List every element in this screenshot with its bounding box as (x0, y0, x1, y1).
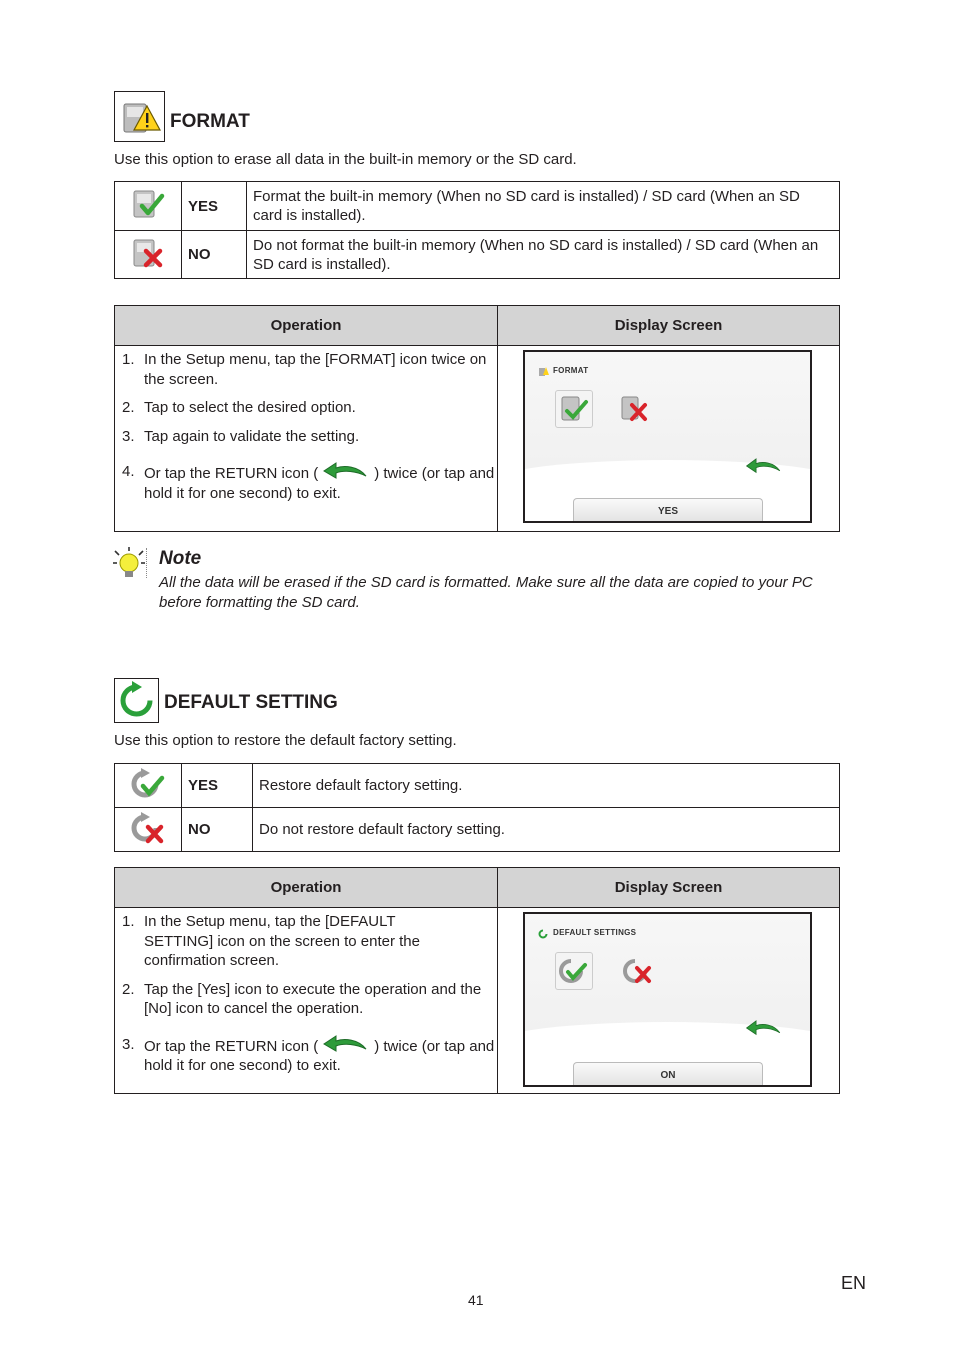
display-screen-header: Display Screen (498, 868, 840, 908)
list-item: 2. Tap to select the desired option. (122, 399, 356, 416)
list-item: 3. Tap again to validate the setting. (122, 427, 360, 445)
table-row (115, 808, 840, 852)
refresh-icon (115, 679, 158, 722)
note-divider (146, 548, 148, 578)
format-options-table (114, 181, 840, 279)
table-row (115, 764, 840, 808)
return-icon (322, 1035, 370, 1053)
default-section-icon (114, 678, 159, 723)
language-label: EN (841, 1273, 867, 1293)
list-item: 4. Or tap the RETURN icon ( ) twice (or tap and hold it for one second) to exit. (122, 463, 495, 502)
default-yes-label: YES (182, 764, 253, 808)
return-icon[interactable] (745, 456, 783, 476)
memory-check-icon (130, 188, 166, 220)
screen-yes-button[interactable] (555, 952, 593, 990)
format-steps (116, 350, 496, 503)
operation-header: Operation (115, 306, 498, 346)
operation-header: Operation (115, 868, 498, 908)
list-item: 3. Or tap the RETURN icon ( ) twice (or tap and hold it for one second) to exit. (122, 1035, 495, 1074)
format-section-icon (114, 91, 165, 142)
screen-title: FORMAT (553, 366, 589, 375)
screen-no-button[interactable] (618, 392, 652, 426)
note-text: All the data will be erased if the SD card is formatted. Make sure all the data are copied to your PC before formatting the SD card. (159, 574, 813, 611)
default-title: DEFAULT SETTING (164, 692, 338, 713)
default-no-desc: Do not restore default factory setting. (253, 808, 840, 852)
default-steps (116, 912, 496, 1076)
default-display-screen (523, 912, 812, 1087)
memory-cross-icon (618, 392, 652, 426)
format-display-screen (523, 350, 812, 523)
default-options-table (114, 763, 840, 852)
lightbulb-icon (112, 546, 148, 582)
return-icon (322, 462, 370, 480)
format-yes-label: YES (182, 182, 247, 231)
list-item: 2. Tap the [Yes] icon to execute the operation and the [No] icon to cancel the operation. (122, 980, 482, 1017)
refresh-check-icon (129, 767, 167, 801)
note-title: Note (159, 548, 202, 569)
screen-no-button[interactable] (621, 954, 655, 988)
display-screen-header: Display Screen (498, 306, 840, 346)
list-item: 1. In the Setup menu, tap the [DEFAULT SETTING] icon on the screen to enter the confirmation screen. (122, 913, 420, 969)
table-row (115, 182, 840, 231)
list-item: 1. In the Setup menu, tap the [FORMAT] icon twice on the screen. (122, 351, 487, 388)
screen-title: DEFAULT SETTINGS (553, 928, 637, 937)
memory-warning-icon (115, 92, 164, 141)
screen-bottom-button[interactable]: ON (573, 1062, 763, 1085)
format-intro: Use this option to erase all data in the built-in memory or the SD card. (114, 151, 577, 168)
format-no-desc: Do not format the built-in memory (When no SD card is installed) / SD card (When an SD card is installed). (247, 231, 840, 279)
refresh-cross-icon (621, 954, 655, 988)
format-title: FORMAT (170, 111, 250, 132)
format-no-label: NO (182, 231, 247, 279)
format-small-icon (539, 367, 549, 376)
refresh-check-icon (556, 953, 592, 989)
refresh-small-icon (538, 929, 548, 939)
format-yes-desc: Format the built-in memory (When no SD card is installed) / SD card (When an SD card is installed). (247, 182, 840, 231)
return-icon[interactable] (745, 1018, 783, 1038)
page-number: 41 (468, 1292, 484, 1308)
screen-yes-button[interactable] (555, 390, 593, 428)
default-intro: Use this option to restore the default factory setting. (114, 732, 457, 749)
default-no-label: NO (182, 808, 253, 852)
screen-bottom-button[interactable]: YES (573, 498, 763, 521)
refresh-cross-icon (129, 811, 167, 845)
memory-cross-icon (130, 237, 166, 269)
table-row (115, 231, 840, 279)
default-yes-desc: Restore default factory setting. (253, 764, 840, 808)
memory-check-icon (556, 391, 592, 427)
